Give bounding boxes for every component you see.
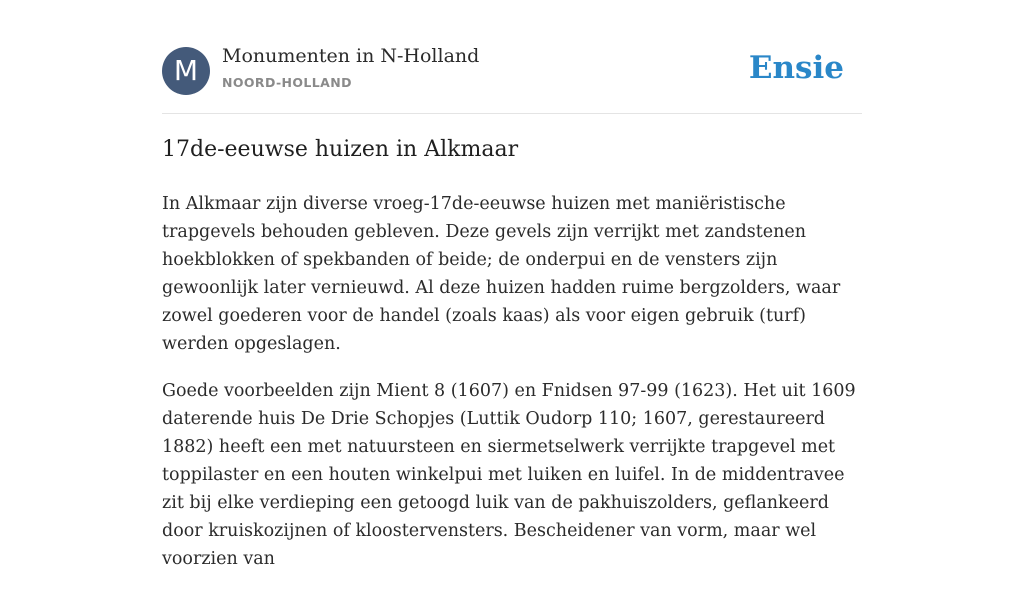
channel-region-label: NOORD-HOLLAND [222, 75, 352, 90]
channel-header [162, 0, 862, 114]
article-body [162, 190, 864, 592]
article-paragraph-1: In Alkmaar zijn diverse vroeg-17de-eeuwse huizen met maniëristische trapgevels behouden gebleven. Deze gevels zijn verrijkt met zandstenen hoekblokken of spekbanden of beide; de onderpui en de vensters zijn gewoonlijk later vernieuwd. Al deze huizen hadden ruime bergzolders, waar zowel goederen voor de handel (zoals kaas) als voor eigen gebruik (turf) werden opgeslagen. [162, 194, 841, 354]
article-title: 17de-eeuwse huizen in Alkmaar [162, 137, 519, 162]
ensie-logo[interactable]: Ensie [748, 50, 844, 86]
article-paragraph-2: Goede voorbeelden zijn Mient 8 (1607) en Fnidsen 97-99 (1623). Het uit 1609 daterende huis De Drie Schopjes (Luttik Oudorp 110; 1607, gerestaureerd 1882) heeft een met natuursteen en siermetselwerk verrijkte trapgevel met toppilaster en een houten winkelpui met luiken en luifel. In de middentravee zit bij elke verdieping een getoogd luik van de pakhuiszolders, geflankeerd door kruiskozijnen of kloostervensters. Bescheidener van vorm, maar wel voorzien van [162, 381, 856, 569]
channel-name-link[interactable]: Monumenten in N-Holland [222, 45, 480, 67]
article-container [162, 0, 862, 569]
channel-avatar[interactable]: M [162, 47, 210, 95]
